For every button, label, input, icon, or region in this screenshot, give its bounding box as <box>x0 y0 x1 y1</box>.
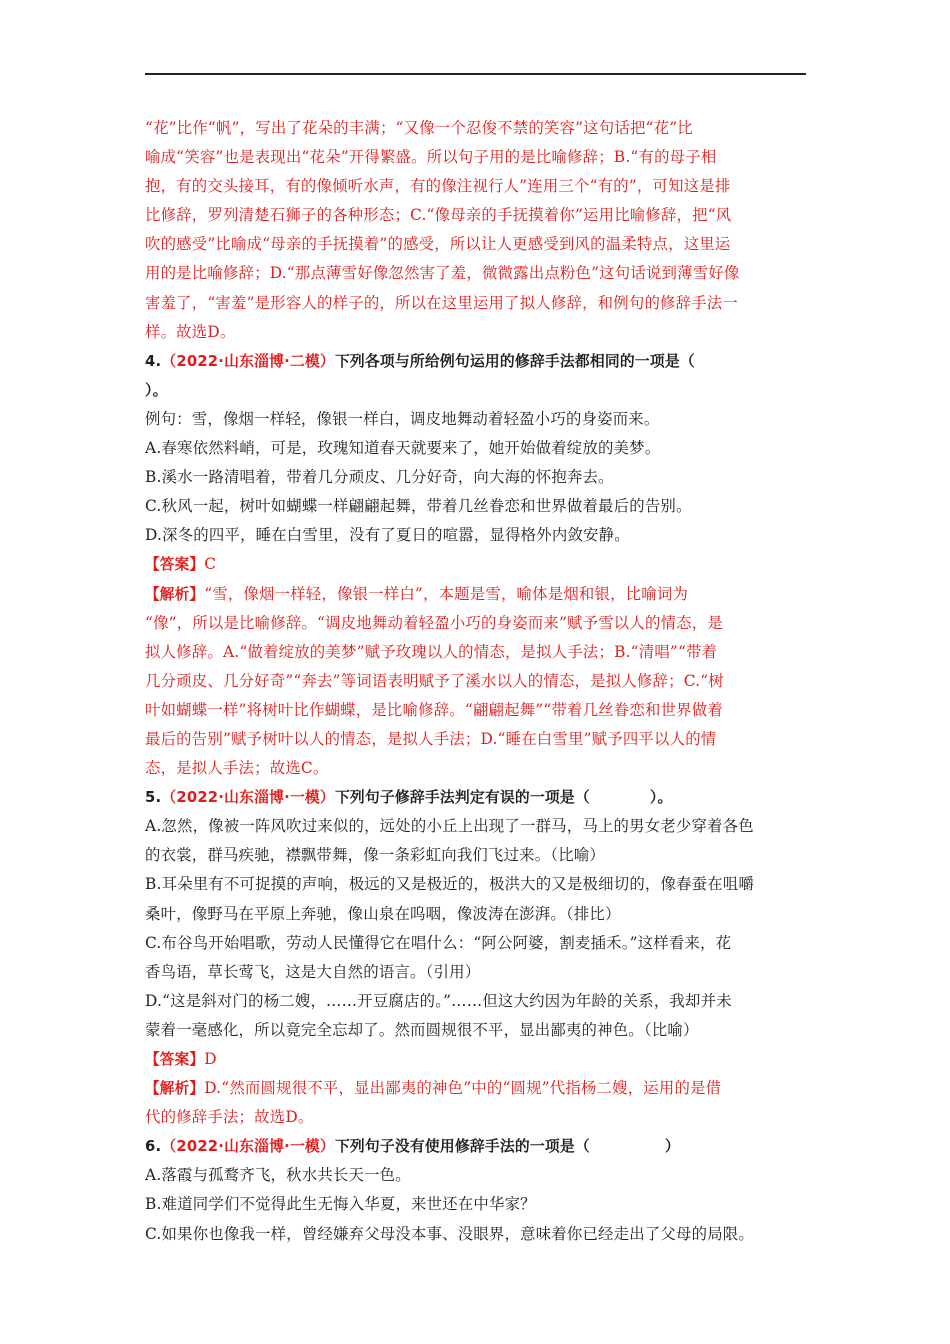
prev-analysis <box>145 114 806 347</box>
option-line: 蒙着一毫感化，所以竟完全忘却了。然而圆规很不平，显出鄙夷的神色。（比喻） <box>145 1020 699 1039</box>
answer-tag: 【答案】 <box>145 1051 205 1068</box>
question-source: （2022·山东淄博·一模） <box>161 789 335 807</box>
option-b: B.难道同学们不觉得此生无悔入华夏，来世还在中华家？ <box>145 1195 536 1214</box>
analysis-line: “花”比作“帆”，写出了花朵的丰满；“又像一个忍俊不禁的笑容”这句话把“花”比 <box>145 119 693 137</box>
header-rule <box>145 73 806 75</box>
analysis-line: 几分顽皮、几分好奇”“奔去”等词语表明赋予了溪水以人的情态，是拟人修辞；C.“树 <box>145 671 724 690</box>
analysis-line: 比修辞，罗列清楚石狮子的各种形态；C.“像母亲的手抚摸着你”运用比喻修辞，把“风 <box>145 206 732 225</box>
analysis-line: 吹的感受”比喻成“母亲的手抚摸着”的感受，所以让人更感受到风的温柔特点，这里运 <box>145 235 731 254</box>
answer-line <box>145 1045 806 1074</box>
question-number: 5. <box>145 789 162 807</box>
answer-value: D <box>204 1050 217 1068</box>
option-c: C.秋风一起，树叶如蝴蝶一样翩翩起舞，带着几丝眷恋和世界做着最后的告别。 <box>145 497 692 516</box>
question-6 <box>145 1132 806 1248</box>
question-stem-cont: ）。 <box>145 381 168 399</box>
example-sentence: 例句：雪，像烟一样轻，像银一样白，调皮地舞动着轻盈小巧的身姿而来。 <box>145 409 660 428</box>
option-line: 香鸟语，草长莺飞，这是大自然的语言。（引用） <box>145 962 481 981</box>
analysis-line: “像”，所以是比喻修辞。“调皮地舞动着轻盈小巧的身姿而来”赋予雪以人的情态，是 <box>145 613 723 632</box>
option-line: C.布谷鸟开始唱歌，劳动人民懂得它在唱什么：“阿公阿婆，割麦插禾。”这样看来，花 <box>145 933 732 952</box>
option-line: D.“这是斜对门的杨二嫂，……开豆腐店的。”……但这大约因为年龄的关系，我却并未 <box>145 991 732 1010</box>
option-line: A.忽然，像被一阵风吹过来似的，远处的小丘上出现了一群马，马上的男女老少穿着各色 <box>145 817 754 836</box>
option-b: B.溪水一路清唱着，带着几分顽皮、几分好奇，向大海的怀抱奔去。 <box>145 468 614 487</box>
question-text: 下列句子修辞手法判定有误的一项是（ ）。 <box>334 789 673 807</box>
analysis-line: 害羞了，“害羞”是形容人的样子的，所以在这里运用了拟人修辞，和例句的修辞手法一 <box>145 293 738 312</box>
option-d: D.深冬的四平，睡在白雪里，没有了夏日的喧嚣，显得格外内敛安静。 <box>145 526 630 545</box>
question-source: （2022·山东淄博·一模） <box>161 1138 335 1156</box>
analysis-line: 代的修辞手法；故选D。 <box>145 1108 314 1127</box>
option-line: 的衣裳，群马疾驰，襟飘带舞，像一条彩虹向我们飞过来。（比喻） <box>145 846 606 865</box>
answer-tag: 【答案】 <box>145 556 205 574</box>
analysis-text: D.“然而圆规很不平，显出鄙夷的神色”中的“圆规”代指杨二嫂，运用的是借 <box>204 1079 722 1098</box>
analysis-line: 样。故选D。 <box>145 322 236 341</box>
question-text: 下列句子没有使用修辞手法的一项是（ ） <box>334 1138 680 1156</box>
question-4 <box>145 347 806 783</box>
analysis-line: 用的是比喻修辞；D.“那点薄雪好像忽然害了羞，微微露出点粉色”这句话说到薄雪好像 <box>145 264 740 283</box>
option-a: A.落霞与孤鹜齐飞，秋水共长天一色。 <box>145 1166 411 1185</box>
analysis-tag: 【解析】 <box>145 1080 205 1098</box>
question-5 <box>145 783 806 1132</box>
answer-line <box>145 550 806 579</box>
analysis-line: 叶如蝴蝶一样”将树叶比作蝴蝶，是比喻修辞。“翩翩起舞”“带着几丝眷恋和世界做着 <box>145 700 723 719</box>
option-line: B.耳朵里有不可捉摸的声响，极远的又是极近的，极洪大的又是极细切的，像春蚕在咀嚼 <box>145 875 755 894</box>
analysis-line: 最后的告别”赋予树叶以人的情态，是拟人手法；D.“睡在白雪里”赋予四平以人的情 <box>145 729 717 748</box>
answer-value: C <box>204 555 217 574</box>
analysis-line <box>145 1074 806 1103</box>
analysis-line: 抱，有的交头接耳，有的像倾听水声，有的像注视行人”连用三个“有的”，可知这是排 <box>145 177 731 196</box>
question-stem <box>145 783 806 812</box>
question-stem <box>145 347 806 376</box>
analysis-line: 态，是拟人手法；故选C。 <box>145 759 329 778</box>
document-body <box>145 114 806 1249</box>
option-line: 桑叶，像野马在平原上奔驰，像山泉在呜咽，像波涛在澎湃。（排比） <box>145 904 621 923</box>
question-stem <box>145 1132 806 1161</box>
analysis-line: 拟人修辞。A.“做着绽放的美梦”赋予玫瑰以人的情态，是拟人手法；B.“清唱”“带着 <box>145 642 718 661</box>
question-source: （2022·山东淄博·二模） <box>161 352 335 370</box>
question-number: 4. <box>145 352 162 370</box>
option-c: C.如果你也像我一样，曾经嫌弃父母没本事、没眼界，意味着你已经走出了父母的局限。 <box>145 1224 754 1243</box>
question-number: 6. <box>145 1138 162 1156</box>
analysis-line: 喻成“笑容”也是表现出“花朵”开得繁盛。所以句子用的是比喻修辞；B.“有的母子相 <box>145 148 717 167</box>
option-a: A.春寒依然料峭，可是，玫瑰知道春天就要来了，她开始做着绽放的美梦。 <box>145 439 661 458</box>
question-text: 下列各项与所给例句运用的修辞手法都相同的一项是（ <box>334 352 695 370</box>
analysis-text: “雪，像烟一样轻，像银一样白”，本题是雪，喻体是烟和银，比喻词为 <box>204 584 689 603</box>
analysis-line <box>145 580 806 609</box>
analysis-tag: 【解析】 <box>145 585 205 603</box>
